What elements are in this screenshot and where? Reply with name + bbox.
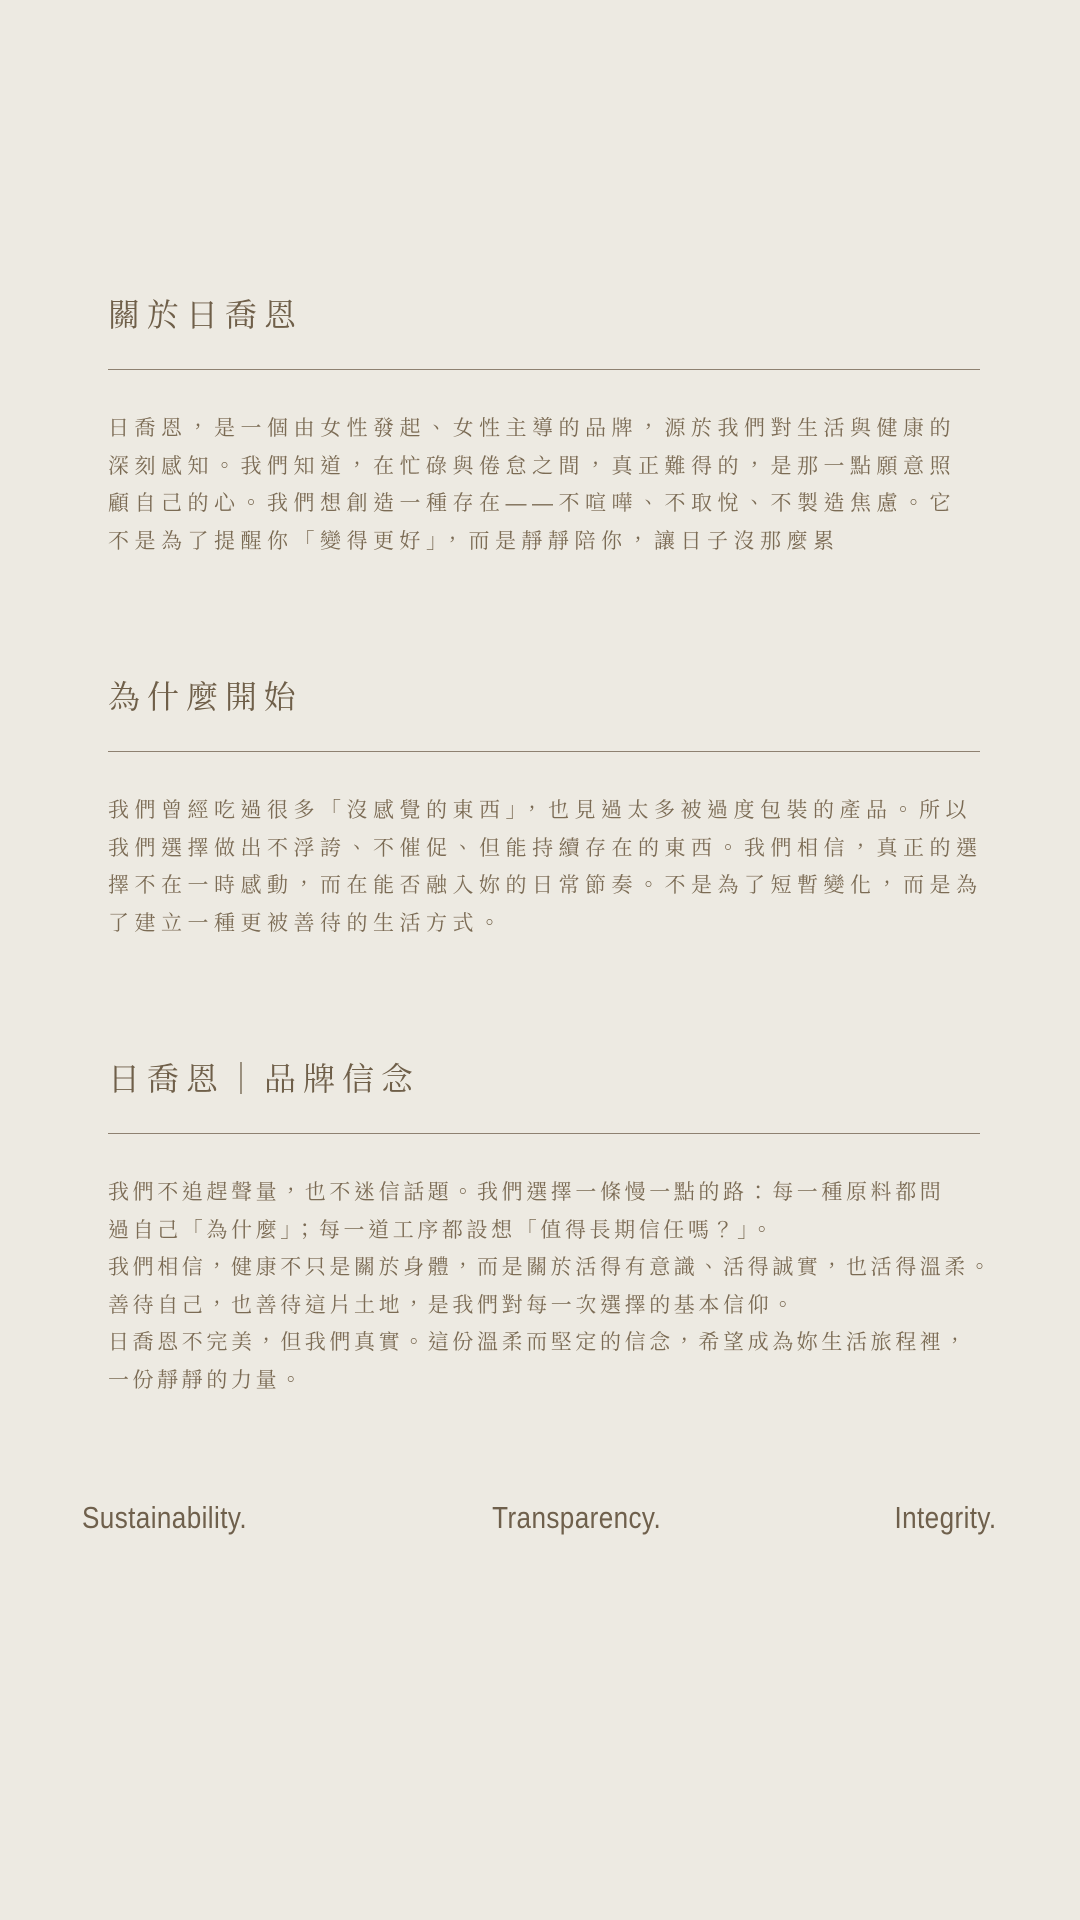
section-about-body — [108, 410, 980, 560]
section-about-heading: 關於日喬恩 — [108, 297, 304, 333]
section-beliefs-body — [108, 1174, 994, 1399]
section-divider — [108, 751, 980, 752]
body-line: 了建立一種更被善待的生活方式。 — [108, 911, 506, 935]
value-sustainability: Sustainability. — [82, 1500, 248, 1535]
body-line: 我們不追趕聲量，也不迷信話題。我們選擇一條慢一點的路：每一種原料都問 — [108, 1181, 945, 1204]
section-divider — [108, 1133, 980, 1134]
section-why-body — [108, 792, 983, 942]
section-beliefs-heading: 日喬恩｜品牌信念 — [108, 1061, 421, 1097]
value-integrity: Integrity. — [894, 1500, 997, 1535]
body-line: 顧自己的心。我們想創造一種存在——不喧嘩、不取悅、不製造焦慮。它 — [108, 492, 956, 515]
body-line: 深刻感知。我們知道，在忙碌與倦怠之間，真正難得的，是那一點願意照 — [108, 454, 956, 478]
brand-values-footer — [82, 1500, 997, 1536]
body-line: 我們相信，健康不只是關於身體，而是關於活得有意識、活得誠實，也活得溫柔。 — [108, 1256, 994, 1279]
body-line: 過自己「為什麼」；每一道工序都設想「值得長期信任嗎？」。 — [108, 1218, 776, 1242]
section-about-brand — [108, 298, 980, 560]
body-line: 善待自己，也善待這片土地，是我們對每一次選擇的基本信仰。 — [108, 1293, 797, 1317]
section-divider — [108, 369, 980, 370]
section-why-started — [108, 679, 983, 942]
body-line: 日喬恩不完美，但我們真實。這份溫柔而堅定的信念，希望成為妳生活旅程裡， — [108, 1331, 969, 1354]
body-line: 不是為了提醒你「變得更好」，而是靜靜陪你，讓日子沒那麼累 — [108, 529, 840, 553]
body-line: 我們選擇做出不浮誇、不催促、但能持續存在的東西。我們相信，真正的選 — [108, 836, 983, 860]
section-why-heading: 為什麼開始 — [108, 679, 304, 715]
body-line: 一份靜靜的力量。 — [108, 1368, 305, 1392]
body-line: 我們曾經吃過很多「沒感覺的東西」，也見過太多被過度包裝的產品。所以 — [108, 799, 972, 822]
section-brand-beliefs — [108, 1061, 994, 1399]
body-line: 擇不在一時感動，而在能否融入妳的日常節奏。不是為了短暫變化，而是為 — [108, 874, 983, 897]
about-content — [108, 297, 994, 1399]
value-transparency: Transparency. — [492, 1500, 662, 1535]
body-line: 日喬恩，是一個由女性發起、女性主導的品牌，源於我們對生活與健康的 — [108, 417, 956, 440]
